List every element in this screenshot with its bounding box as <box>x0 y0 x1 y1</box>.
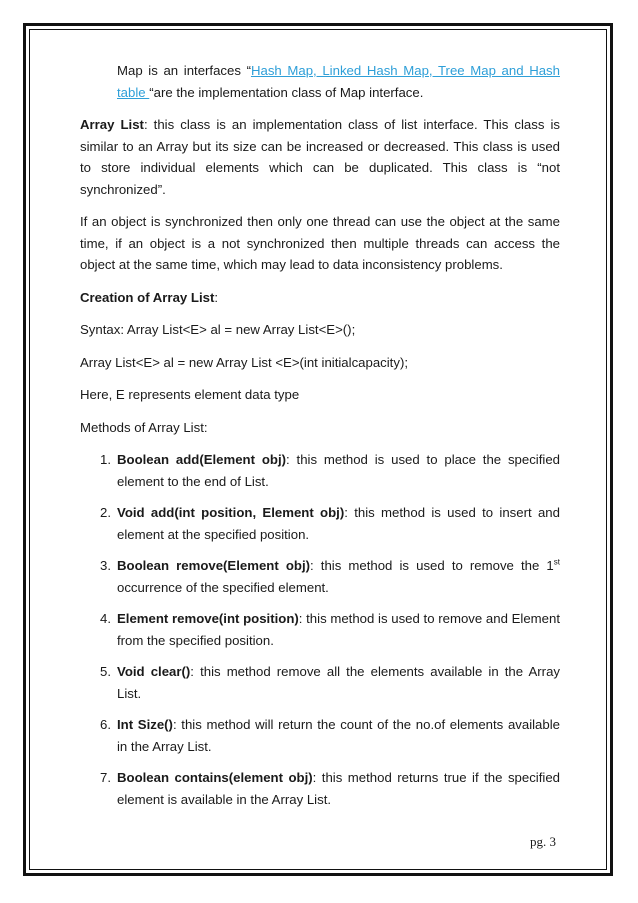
array-list-term: Array List <box>80 117 144 132</box>
method-item <box>80 714 560 757</box>
page-content <box>80 60 560 820</box>
method-item <box>80 767 560 810</box>
creation-colon: : <box>214 289 219 305</box>
method-description: : this method is used to insert and element at the specified position. <box>117 505 560 542</box>
method-description: : this method is used to remove and Element from the specified position. <box>117 611 560 648</box>
method-signature: Boolean contains(element obj) <box>117 770 313 785</box>
method-signature: Int Size() <box>117 717 173 732</box>
method-signature: Void clear() <box>117 664 191 679</box>
method-signature: Element remove(int position) <box>117 611 299 626</box>
method-item <box>80 661 560 704</box>
method-number: 5. <box>100 664 111 679</box>
page-number: pg. 3 <box>530 834 556 849</box>
creation-heading-line <box>80 287 560 309</box>
method-number: 7. <box>100 770 111 785</box>
method-description: : this method is used to place the specified element to the end of List. <box>117 452 561 489</box>
method-description: : this method is used to remove the 1 <box>310 558 554 573</box>
array-list-text: : this class is an implementation class of list interface. This class is similar to an Array but its size can be increased or decreased. This class is used to store individual elements which can be duplicated. This class is “not synchronized”. <box>80 117 560 197</box>
syntax-line-1: Syntax: Array List<E> al = new Array List<E>(); <box>80 322 356 337</box>
method-description: : this method returns true if the specified element is available in the Array List. <box>117 770 560 807</box>
method-number: 6. <box>100 717 111 732</box>
synchronization-paragraph: If an object is synchronized then only one thread can use the object at the same time, if an object is a not synchronized then multiple threads can access the object at the same time, which may lead to data inconsistency problems. <box>80 214 560 272</box>
method-item <box>80 502 560 545</box>
method-number: 3. <box>100 558 111 573</box>
ordinal-suffix: st <box>553 557 560 567</box>
method-number: 2. <box>100 505 111 520</box>
method-item <box>80 555 560 598</box>
syntax-line-2: Array List<E> al = new Array List <E>(int initialcapacity); <box>80 354 408 370</box>
intro-paragraph <box>80 60 560 103</box>
methods-list <box>80 449 560 810</box>
map-classes-link[interactable]: Hash Map, Linked Hash Map, Tree Map and Hash table <box>117 63 560 100</box>
element-type-note: Here, E represents element data type <box>80 387 300 402</box>
creation-heading: Creation of Array List <box>80 289 215 305</box>
method-signature: Boolean add(Element obj) <box>117 452 287 467</box>
intro-text-before: Map is an interfaces “ <box>117 63 251 78</box>
method-signature: Boolean remove(Element obj) <box>117 558 311 573</box>
method-description-cont: occurrence of the specified element. <box>117 579 329 595</box>
method-signature: Void add(int position, Element obj) <box>117 505 345 520</box>
intro-text-after: “are the implementation class of Map interface. <box>149 84 424 100</box>
method-description: : this method will return the count of the no.of elements available in the Array List. <box>117 717 560 754</box>
method-description: : this method remove all the elements available in the Array List. <box>117 664 560 701</box>
method-item <box>80 608 560 651</box>
method-item <box>80 449 560 492</box>
methods-heading: Methods of Array List: <box>80 419 208 435</box>
array-list-paragraph <box>80 114 560 200</box>
method-number: 1. <box>100 452 111 467</box>
method-number: 4. <box>100 611 111 626</box>
